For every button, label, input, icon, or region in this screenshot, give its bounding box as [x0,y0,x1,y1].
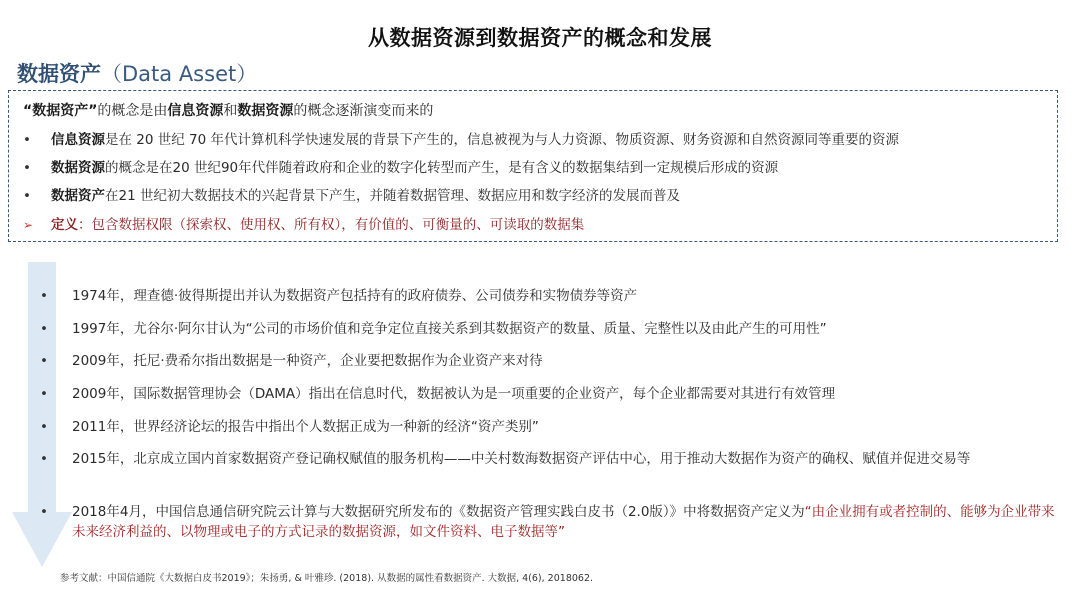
timeline-item [40,502,1058,542]
section-header [17,58,257,88]
bullet-term: 信息资源 [51,132,105,148]
timeline-text: 2009年，国际数据管理协会（DAMA）指出在信息时代，数据被认为是一项重要的企业资产，每个企业都需要对其进行有效管理 [72,386,836,402]
intro-text-3: 的概念逐渐演变而来的 [293,103,434,119]
definition-row [23,214,584,236]
bullet-text: 是在 20 世纪 70 年代计算机科学快速发展的背景下产生的，信息被视为与人力资源、物质资源、财务资源和自然资源同等重要的资源 [105,132,900,148]
quote-open: “ [23,103,33,119]
bullet-text: 的概念是在20 世纪90年代伴随着政府和企业的数字化转型而产生，是有含义的数据集结到一定规模后形成的资源 [105,160,779,176]
bullet-icon: • [40,353,48,369]
concept-bullet [23,129,899,151]
intro-text-2: 和 [223,103,238,119]
timeline-text-highlight: “由企业拥有或者控制的、能够为企业带来未来经济利益的、以物理或电子的方式记录的数据资源，如文件资料、电子数据等” [72,504,1055,540]
bullet-icon: • [40,321,48,337]
timeline-text-main: 2018年4月，中国信息通信研究院云计算与大数据研究所发布的《数据资产管理实践白皮书（2.0版）》中将数据资产定义为 [72,504,805,520]
term-data-resource: 数据资源 [237,103,294,119]
bullet-icon: • [40,419,48,435]
definition-label: 定义 [51,217,78,233]
timeline-item [40,319,1058,339]
quote-close: ” [88,103,98,119]
bullet-term: 数据资源 [51,160,105,176]
timeline-text [72,502,1058,542]
timeline-item [40,449,1058,469]
section-title-cn: 数据资产 [17,62,101,86]
concept-bullet [23,185,680,207]
timeline-text: 1974年，理查德·彼得斯提出并认为数据资产包括持有的政府债券、公司债券和实物债券等资产 [72,288,638,304]
bullet-term: 数据资产 [51,188,105,204]
bullet-icon: • [40,504,48,520]
reference-note: 参考文献：中国信通院《大数据白皮书2019》；朱扬勇, & 叶雅珍. (2018). 从数据的属性看数据资产. 大数据, 4(6), 2018062. [60,573,594,584]
timeline-text: 1997年，尤谷尔·阿尔甘认为“公司的市场价值和竞争定位直接关系到其数据资产的数量、质量、完整性以及由此产生的可用性” [72,321,827,337]
timeline-item [40,286,1058,306]
bullet-icon: • [40,386,48,402]
definition-text: ：包含数据权限（探索权、使用权、所有权），有价值的、可衡量的、可读取的数据集 [78,217,585,233]
arrow-bullet-icon: ➢ [23,218,34,232]
timeline-item [40,351,1058,371]
bullet-icon: • [23,132,31,148]
intro-text-1: 的概念是由 [97,103,168,119]
term-data-asset: 数据资产 [32,103,89,119]
timeline-item [40,384,1058,404]
bullet-text: 在21 世纪初大数据技术的兴起背景下产生，并随着数据管理、数据应用和数字经济的发展而普及 [105,188,680,204]
section-title-en: （Data Asset） [101,62,258,86]
term-info-resource: 信息资源 [167,103,224,119]
concept-intro [23,100,433,122]
concept-box [8,90,1058,242]
bullet-icon: • [40,288,48,304]
timeline-text: 2009年，托尼·费希尔指出数据是一种资产，企业要把数据作为企业资产来对待 [72,353,543,369]
timeline-text: 2015年，北京成立国内首家数据资产登记确权赋值的服务机构——中关村数海数据资产评估中心，用于推动大数据作为资产的确权、赋值并促进交易等 [72,451,971,467]
concept-bullet [23,157,778,179]
slide-title: 从数据资源到数据资产的概念和发展 [368,26,712,50]
bullet-icon: • [23,188,31,204]
bullet-icon: • [23,160,31,176]
timeline-text: 2011年，世界经济论坛的报告中指出个人数据正成为一种新的经济“资产类别” [72,419,539,435]
timeline-item [40,417,1058,437]
bullet-icon: • [40,451,48,467]
